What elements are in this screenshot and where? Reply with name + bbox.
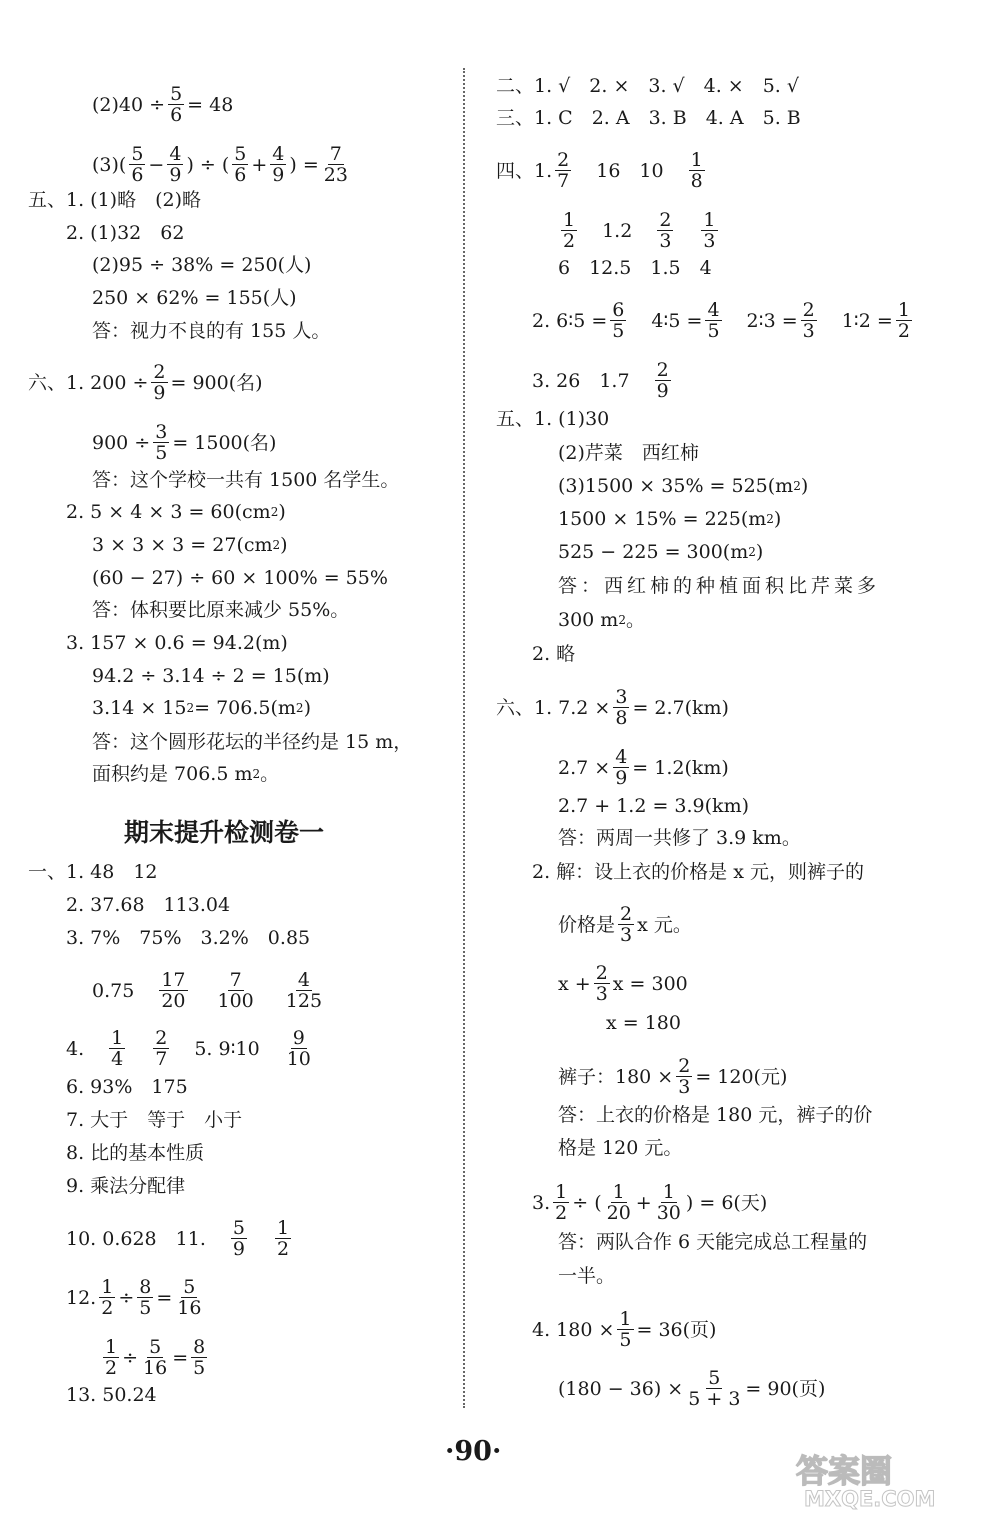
left-s6-3e: 面积约是 706.5 m 2 。 xyxy=(92,763,280,785)
fraction xyxy=(555,150,571,191)
expr-text: x 元。 xyxy=(637,913,692,936)
fraction xyxy=(137,1277,153,1318)
fraction xyxy=(553,1182,569,1223)
fraction xyxy=(167,144,183,185)
operator: + xyxy=(635,1191,652,1214)
left-s6-2b: 3 × 3 × 3 = 27(cm 2 ) xyxy=(92,534,288,556)
fraction xyxy=(141,1337,169,1378)
expr-text: = 36(页) xyxy=(636,1318,717,1341)
fraction xyxy=(896,300,912,341)
numerator: 17 xyxy=(161,969,186,991)
denominator: 4 xyxy=(111,1048,124,1070)
left-s6-1c: 答：这个学校一共有 1500 名学生。 xyxy=(92,469,400,491)
denominator: 8 xyxy=(690,170,703,192)
fraction xyxy=(175,1277,203,1318)
denominator: 5 xyxy=(619,1329,632,1351)
expr-text: 300 m xyxy=(558,609,619,631)
numerator: 5 xyxy=(149,1336,162,1358)
left-s6-3a: 3. 157 × 0.6 = 94.2(m) xyxy=(66,632,288,654)
numerator: 5 xyxy=(232,1217,245,1239)
right-s3: 三、1. C 2. A 3. B 4. A 5. B xyxy=(496,107,801,129)
numerator: 4 xyxy=(272,143,285,165)
fraction xyxy=(594,963,610,1004)
expr-text: 900 ÷ xyxy=(92,431,151,454)
fraction xyxy=(561,210,577,251)
left-s5-2a: 2. (1)32 62 xyxy=(66,222,185,244)
expr-text: 2.7 × xyxy=(558,756,611,779)
numerator: 1 xyxy=(690,149,703,171)
expr-text: (180 − 36) × xyxy=(558,1377,684,1400)
right-s6-2b xyxy=(558,904,692,945)
numerator: 7 xyxy=(229,969,242,991)
operator: ÷ xyxy=(122,1346,139,1369)
fraction xyxy=(657,210,673,251)
right-s4-1b xyxy=(558,210,721,251)
denominator: 9 xyxy=(232,1238,245,1260)
expr-result: = 1.2(km) xyxy=(632,756,729,779)
numerator: 8 xyxy=(139,1276,152,1298)
right-s6-1b xyxy=(558,747,729,788)
left-p1-10 xyxy=(66,1218,294,1259)
denominator: 30 xyxy=(656,1202,681,1224)
fraction xyxy=(689,150,705,191)
denominator: 5 xyxy=(193,1357,206,1379)
denominator: 5 xyxy=(155,442,168,464)
right-s5-3: (3)1500 × 35% = 525(m 2 ) xyxy=(558,475,809,497)
expr-text: = 706.5(m xyxy=(194,697,296,719)
denominator: 16 xyxy=(143,1357,168,1379)
operator: ) = xyxy=(289,153,319,176)
fraction xyxy=(103,1337,119,1378)
left-p1-6: 6. 93% 175 xyxy=(66,1076,188,1098)
expr-result: = 1500(名) xyxy=(172,431,277,454)
expr-result: = 900(名) xyxy=(170,371,263,394)
left-q4-3 xyxy=(92,144,353,185)
fraction xyxy=(275,1218,291,1259)
right-s6-2f: 答：上衣的价格是 180 元，裤子的价 xyxy=(558,1104,873,1126)
numerator: 1 xyxy=(662,1181,675,1203)
right-s6-2d: x = 180 xyxy=(606,1012,681,1034)
left-p1-7: 7. 大于 等于 小于 xyxy=(66,1109,243,1131)
expr-text: 1.2 xyxy=(602,219,633,242)
right-s2: 二、1. √ 2. × 3. √ 4. × 5. √ xyxy=(496,75,799,97)
left-s5-2d: 答：视力不良的有 155 人。 xyxy=(92,320,331,342)
expr-text: 3.14 × 15 xyxy=(92,697,187,719)
expr-text: = 90(页) xyxy=(745,1377,826,1400)
fraction xyxy=(168,84,184,125)
denominator: 5 xyxy=(612,320,625,342)
expr-text: 六、1. 200 ÷ xyxy=(28,371,149,394)
expr-text: 四、1. xyxy=(496,159,553,182)
paren: ) xyxy=(773,508,782,530)
numerator: 3 xyxy=(615,686,628,708)
fraction xyxy=(605,1182,633,1223)
expr-text: 4. xyxy=(66,1037,85,1060)
section-title: 期末提升检测卷一 xyxy=(124,818,325,847)
fraction xyxy=(284,970,324,1011)
page-number: ·90· xyxy=(445,1436,502,1467)
numerator: 2 xyxy=(153,361,166,383)
numerator: 2 xyxy=(678,1055,691,1077)
left-s6-3d: 答：这个圆形花坛的半径约是 15 m， xyxy=(92,731,413,753)
left-s6-3b: 94.2 ÷ 3.14 ÷ 2 = 15(m) xyxy=(92,665,330,687)
fraction xyxy=(701,210,717,251)
paren: ) xyxy=(755,541,764,563)
left-s6-1b xyxy=(92,422,276,463)
fraction xyxy=(109,1028,125,1069)
left-s6-3c: 3.14 × 15 2 = 706.5(m 2 ) xyxy=(92,697,311,719)
denominator: 3 xyxy=(595,983,608,1005)
expr-text: 2. 5 × 4 × 3 = 60(cm xyxy=(66,501,271,523)
expr-text: 面积约是 706.5 m xyxy=(92,763,253,785)
fraction xyxy=(676,1056,692,1097)
fraction xyxy=(232,144,248,185)
expr-text: 六、1. 7.2 × xyxy=(496,696,611,719)
right-s5-4: 1500 × 15% = 225(m 2 ) xyxy=(558,508,782,530)
fraction xyxy=(129,144,145,185)
left-s6-2d: 答：体积要比原来减少 55%。 xyxy=(92,599,350,621)
numerator: 1 xyxy=(105,1336,118,1358)
right-s4-1c: 6 12.5 1.5 4 xyxy=(558,257,712,279)
right-s6-2a: 2. 解：设上衣的价格是 x 元，则裤子的 xyxy=(532,861,864,883)
left-q4-2 xyxy=(92,84,233,125)
left-p1-12b xyxy=(100,1337,210,1378)
right-s5-2: (2)芹菜 西红柿 xyxy=(558,442,699,464)
fraction xyxy=(705,300,721,341)
left-p1-2: 2. 37.68 113.04 xyxy=(66,894,231,916)
fraction xyxy=(610,300,626,341)
denominator: 2 xyxy=(897,320,910,342)
denominator: 20 xyxy=(606,1202,631,1224)
left-s6-2a: 2. 5 × 4 × 3 = 60(cm 2 ) xyxy=(66,501,286,523)
expr-result: = 48 xyxy=(187,93,234,116)
left-s5-2c: 250 × 62% = 155(人) xyxy=(92,287,297,309)
right-s6-2e xyxy=(558,1056,787,1097)
expr-text: x + xyxy=(558,972,591,995)
fraction xyxy=(159,970,187,1011)
right-s6-1a xyxy=(496,687,729,728)
operator: ) ÷ ( xyxy=(186,153,230,176)
numerator: 2 xyxy=(595,962,608,984)
expr-text: 0.75 xyxy=(92,979,135,1002)
column-divider xyxy=(463,68,465,1408)
denominator: 7 xyxy=(557,170,570,192)
right-s4-2 xyxy=(532,300,915,341)
numerator: 1 xyxy=(703,209,716,231)
left-p1-4 xyxy=(66,1028,316,1069)
expr-text: 4∶5 = xyxy=(651,309,703,332)
denominator: 23 xyxy=(323,164,348,186)
numerator: 5 xyxy=(708,1367,721,1389)
expr-text: 5. 9∶10 xyxy=(194,1037,260,1060)
expr-text: 525 − 225 = 300(m xyxy=(558,541,749,563)
fraction xyxy=(613,687,629,728)
right-s4-3 xyxy=(532,360,674,401)
fraction xyxy=(191,1337,207,1378)
left-s5-1: 五、1. (1)略 (2)略 xyxy=(28,189,201,211)
left-s5-2b: (2)95 ÷ 38% = 250(人) xyxy=(92,254,312,276)
expr-text: 。 xyxy=(260,763,280,785)
operator: + xyxy=(251,153,268,176)
denominator: 5 xyxy=(707,320,720,342)
numerator: 2 xyxy=(802,299,815,321)
right-s6-3b: 答：两队合作 6 天能完成总工程量的 xyxy=(558,1231,868,1253)
fraction xyxy=(655,1182,683,1223)
left-p1-8: 8. 比的基本性质 xyxy=(66,1142,205,1164)
operator: ÷ ( xyxy=(572,1191,602,1214)
denominator: 3 xyxy=(802,320,815,342)
denominator: 8 xyxy=(615,707,628,729)
expr-text: 16 10 xyxy=(596,159,664,182)
expr-text: (3)1500 × 35% = 525(m xyxy=(558,475,794,497)
numerator: 5 xyxy=(183,1276,196,1298)
expr-text: 2∶3 = xyxy=(746,309,798,332)
numerator: 4 xyxy=(169,143,182,165)
numerator: 1 xyxy=(276,1217,290,1239)
right-s5-1: 五、1. (1)30 xyxy=(496,408,610,430)
denominator: 2 xyxy=(105,1357,118,1379)
denominator: 16 xyxy=(177,1297,202,1319)
right-s5-5: 525 − 225 = 300(m 2 ) xyxy=(558,541,764,563)
numerator: 1 xyxy=(563,209,576,231)
expr-text: 裤子：180 × xyxy=(558,1065,674,1088)
fraction xyxy=(270,144,286,185)
denominator: 20 xyxy=(161,990,186,1012)
denominator: 7 xyxy=(155,1048,168,1070)
numerator: 5 xyxy=(170,83,183,105)
paren: ) xyxy=(800,475,809,497)
fraction xyxy=(322,144,350,185)
paren: ) xyxy=(278,501,286,523)
denominator: 2 xyxy=(101,1297,114,1319)
left-p1-3: 3. 7% 75% 3.2% 0.85 xyxy=(66,927,311,949)
numerator: 9 xyxy=(292,1027,305,1049)
numerator: 8 xyxy=(193,1336,206,1358)
numerator: 4 xyxy=(297,969,310,991)
operator: = xyxy=(156,1286,173,1309)
denominator: 2 xyxy=(555,1202,568,1224)
right-s5-6: 答：西红柿的种植面积比芹菜多 xyxy=(558,575,881,597)
denominator: 10 xyxy=(286,1048,311,1070)
denominator: 6 xyxy=(131,164,144,186)
denominator: 2 xyxy=(276,1238,290,1260)
fraction xyxy=(686,1368,742,1409)
numerator: 2 xyxy=(659,209,672,231)
numerator: 2 xyxy=(155,1027,168,1049)
right-s6-1c: 2.7 + 1.2 = 3.9(km) xyxy=(558,795,750,817)
right-s6-2g: 格是 120 元。 xyxy=(558,1137,683,1159)
numerator: 4 xyxy=(615,746,628,768)
right-s6-4a xyxy=(532,1309,716,1350)
denominator: 6 xyxy=(234,164,247,186)
expr-text: 3. 26 1.7 xyxy=(532,369,630,392)
paren: ) xyxy=(280,534,288,556)
denominator: 2 xyxy=(563,230,576,252)
denominator: 3 xyxy=(659,230,672,252)
denominator: 9 xyxy=(169,164,182,186)
right-s4-1a xyxy=(496,150,708,191)
numerator: 5 xyxy=(234,143,247,165)
numerator: 2 xyxy=(557,149,570,171)
left-p1-1: 一、1. 48 12 xyxy=(28,861,158,883)
expr-text: 价格是 xyxy=(558,913,616,936)
numerator: 1 xyxy=(555,1181,568,1203)
denominator: 125 xyxy=(285,990,323,1012)
denominator: 6 xyxy=(170,104,183,126)
fraction xyxy=(655,360,671,401)
left-p1-12a xyxy=(66,1277,206,1318)
denominator: 3 xyxy=(703,230,716,252)
fraction xyxy=(153,1028,169,1069)
numerator: 2 xyxy=(656,359,669,381)
expr-text: = 120(元) xyxy=(695,1065,788,1088)
watermark-line1: 答案圈 xyxy=(796,1452,893,1490)
denominator: 100 xyxy=(217,990,254,1012)
left-p1-3b xyxy=(92,970,327,1011)
expr-result: = 2.7(km) xyxy=(632,696,729,719)
denominator: 5 xyxy=(139,1297,152,1319)
watermark-line2: MXQE.COM xyxy=(804,1487,936,1510)
denominator: 3 xyxy=(678,1076,691,1098)
left-s6-2c: (60 − 27) ÷ 60 × 100% = 55% xyxy=(92,567,388,589)
numerator: 4 xyxy=(707,299,720,321)
right-s6-3a xyxy=(532,1182,767,1223)
watermark-logo xyxy=(788,1448,988,1510)
numerator: 1 xyxy=(101,1276,114,1298)
numerator: 1 xyxy=(619,1308,632,1330)
numerator: 1 xyxy=(111,1027,124,1049)
numerator: 1 xyxy=(612,1181,625,1203)
fraction xyxy=(285,1028,313,1069)
left-p1-9: 9. 乘法分配律 xyxy=(66,1175,186,1197)
right-s6-4b xyxy=(558,1368,825,1409)
fraction xyxy=(618,904,634,945)
right-s5-7: 300 m 2 。 xyxy=(558,609,645,631)
right-s5-8: 2. 略 xyxy=(532,643,576,665)
numerator: 7 xyxy=(329,143,342,165)
fraction xyxy=(99,1277,115,1318)
expr-text: 1500 × 15% = 225(m xyxy=(558,508,767,530)
fraction xyxy=(216,970,256,1011)
expr-text: 。 xyxy=(625,609,645,631)
left-p1-13: 13. 50.24 xyxy=(66,1384,157,1406)
expr-text: 3 × 3 × 3 = 27(cm xyxy=(92,534,273,556)
denominator: 9 xyxy=(615,767,628,789)
fraction xyxy=(801,300,817,341)
fraction xyxy=(153,422,169,463)
numerator: 6 xyxy=(612,299,625,321)
expr-text: 4. 180 × xyxy=(532,1318,615,1341)
denominator: 9 xyxy=(656,380,669,402)
expr-text: 10. 0.628 11. xyxy=(66,1227,206,1250)
expr-text: 3. xyxy=(532,1191,551,1214)
denominator: 9 xyxy=(153,382,166,404)
fraction xyxy=(617,1309,633,1350)
fraction xyxy=(231,1218,247,1259)
denominator: 3 xyxy=(620,924,633,946)
operator: − xyxy=(148,153,165,176)
fraction xyxy=(151,362,167,403)
operator: = xyxy=(172,1346,189,1369)
expr-text: (3)( xyxy=(92,153,127,176)
expr-text: (2)40 ÷ xyxy=(92,93,166,116)
fraction xyxy=(613,747,629,788)
right-s6-1d: 答：两周一共修了 3.9 km。 xyxy=(558,827,801,849)
numerator: 2 xyxy=(620,903,633,925)
denominator: 9 xyxy=(272,164,285,186)
expr-text: 12. xyxy=(66,1286,97,1309)
left-s6-1a xyxy=(28,362,263,403)
operator: ÷ xyxy=(118,1286,135,1309)
paren: ) xyxy=(303,697,311,719)
expr-text: ) = 6(天) xyxy=(685,1191,768,1214)
numerator: 1 xyxy=(897,299,910,321)
expr-text: 1∶2 = xyxy=(841,309,893,332)
right-s6-2c xyxy=(558,963,688,1004)
expr-text: x = 300 xyxy=(612,972,688,995)
denominator: 5 + 3 xyxy=(688,1388,741,1410)
numerator: 3 xyxy=(155,421,168,443)
numerator: 5 xyxy=(131,143,144,165)
expr-text: 2. 6∶5 = xyxy=(532,309,608,332)
right-s6-3c: 一半。 xyxy=(558,1265,616,1287)
